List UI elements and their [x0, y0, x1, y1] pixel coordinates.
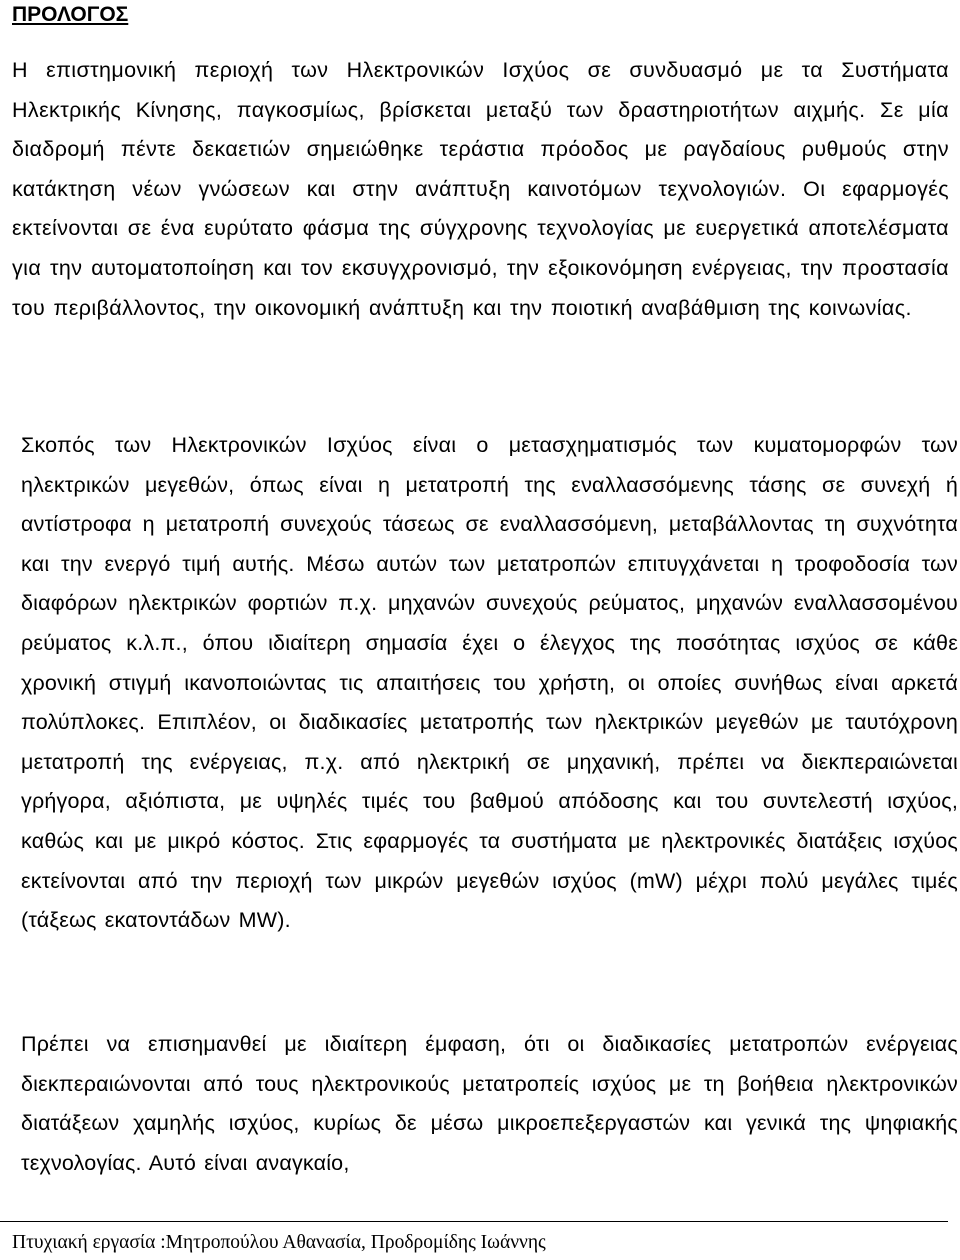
paragraph-intro: Η επιστημονική περιοχή των Ηλεκτρονικών Ισχύος σε συνδυασμό με τα Συστήματα Ηλεκτρικής Κίνησης, παγκοσμίως, βρίσκεται μεταξύ των δραστηριοτήτων αιχμής. Σε μία διαδρομή πέντε δεκαετιών σημειώθηκε τεράστια πρόοδος με ραγδαίους ρυθμούς στην κατάκτηση νέων γνώσεων και στην ανάπτυξη καινοτόμων τεχνολογιών. Οι εφαρμογές εκτείνονται σε ένα ευρύτατο φάσμα της σύγχρονης τεχνολογίας με ευεργετικά αποτελέσματα για την αυτοματοποίηση και τον εκσυγχρονισμό, την εξοικονόμηση ενέργειας, την προστασία του περιβάλλοντος, την οικονομική ανάπτυξη και την ποιοτική αναβάθμιση της κοινωνίας.	[12, 58, 949, 320]
document-title: ΠΡΟΛΟΓΟΣ	[12, 3, 129, 26]
page-footer: Πτυχιακή εργασία :Μητροπούλου Αθανασία, Προδρομίδης Ιωάννης	[0, 1221, 948, 1255]
paragraph-purpose: Σκοπός των Ηλεκτρονικών Ισχύος είναι ο μετασχηματισμός των κυματομορφών των ηλεκτρικών μεγεθών, όπως είναι η μετατροπή της εναλλασσόμενης τάσης σε συνεχή ή αντίστροφα η μετατροπή συνεχούς τάσεως σε εναλλασσόμενη, μεταβάλλοντας τη συχνότητα και την ενεργό τιμή αυτής. Μέσω αυτών των μετατροπών επιτυγχάνεται η τροφοδοσία των διαφόρων ηλεκτρικών φορτιών π.χ. μηχανών συνεχούς ρεύματος, μηχανών εναλλασσομένου ρεύματος κ.λ.π., όπου ιδιαίτερη σημασία έχει ο έλεγχος της ποσότητας ισχύος σε κάθε χρονική στιγμή ικανοποιώντας τις απαιτήσεις του χρήστη, οι οποίες συνήθως είναι αρκετά πολύπλοκες. Επιπλέον, οι διαδικασίες μετατροπής των ηλεκτρικών μεγεθών με ταυτόχρονη μετατροπή της ενέργειας, π.χ. από ηλεκτρική σε μηχανική, πρέπει να διεκπεραιώνεται γρήγορα, αξιόπιστα, με υψηλές τιμές του βαθμού απόδοσης και του συντελεστή ισχύος, καθώς και με μικρό κόστος. Στις εφαρμογές τα συστήματα με ηλεκτρονικές διατάξεις ισχύος εκτείνονται από την περιοχή των μικρών μεγεθών ισχύος (mW) μέχρι πολύ μεγάλες τιμές (τάξεως εκατοντάδων MW).	[21, 433, 958, 933]
document-page	[12, 0, 958, 1175]
paragraph-emphasis: Πρέπει να επισημανθεί με ιδιαίτερη έμφαση, ότι οι διαδικασίες μετατροπών ενέργειας διεκπεραιώνονται από τους ηλεκτρονικούς μετατροπείς ισχύος με τη βοήθεια ηλεκτρονικών διατάξεων χαμηλής ισχύος, κυρίως δε μέσω μικροεπεξεργαστών και γενικά της ψηφιακής τεχνολογίας. Αυτό είναι αναγκαίο,	[21, 1032, 958, 1175]
